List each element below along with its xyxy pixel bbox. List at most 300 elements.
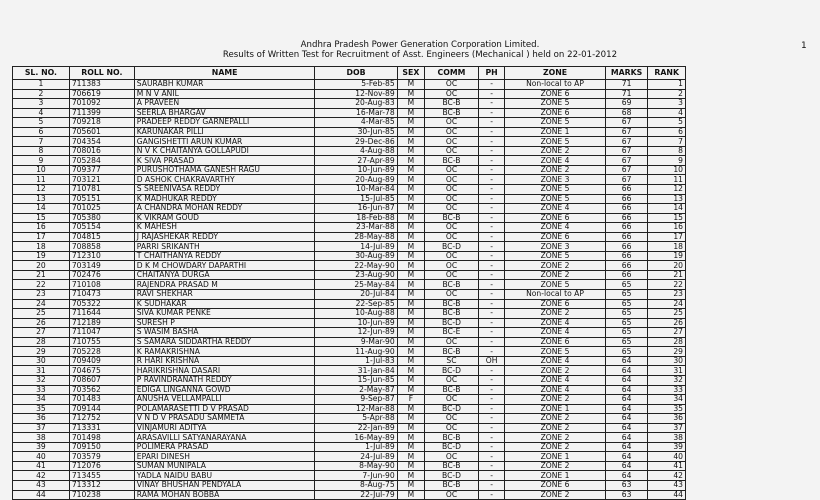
cell-roll-no: 705154 xyxy=(69,223,134,233)
table-row xyxy=(13,318,686,328)
cell-zone: ZONE 3 xyxy=(505,175,605,185)
cell-comm: BC-D xyxy=(425,442,479,452)
table-row xyxy=(13,480,686,490)
table-row xyxy=(13,414,686,424)
cell-sl-no: 17 xyxy=(13,232,70,242)
cell-sl-no: 22 xyxy=(13,280,70,290)
cell-sl-no: 29 xyxy=(13,347,70,357)
cell-ph: - xyxy=(478,137,504,147)
cell-name: T CHAITHANYA REDDY xyxy=(134,251,315,261)
cell-dob: 4-Mar-85 xyxy=(315,118,397,128)
cell-rank: 23 xyxy=(648,290,686,300)
cell-marks: 69 xyxy=(605,99,648,109)
cell-comm: BC-D xyxy=(425,242,479,252)
cell-marks: 65 xyxy=(605,318,648,328)
cell-sex: M xyxy=(397,232,424,242)
cell-sex: M xyxy=(397,404,424,414)
cell-sex: M xyxy=(397,146,424,156)
cell-zone: ZONE 5 xyxy=(505,347,605,357)
cell-ph: - xyxy=(478,156,504,166)
cell-marks: 64 xyxy=(605,461,648,471)
table-row xyxy=(13,261,686,271)
cell-zone: ZONE 6 xyxy=(505,232,605,242)
cell-sl-no: 28 xyxy=(13,337,70,347)
cell-zone: ZONE 6 xyxy=(505,337,605,347)
cell-name: GANGISHETTI ARUN KUMAR xyxy=(134,137,315,147)
cell-name: S SREENIVASA REDDY xyxy=(134,185,315,195)
cell-ph: - xyxy=(478,404,504,414)
cell-dob: 10-Jun-89 xyxy=(315,318,397,328)
cell-ph: - xyxy=(478,165,504,175)
cell-sex: M xyxy=(397,185,424,195)
cell-zone: ZONE 4 xyxy=(505,156,605,166)
cell-rank: 4 xyxy=(648,108,686,118)
cell-rank: 37 xyxy=(648,423,686,433)
cell-sex: M xyxy=(397,414,424,424)
cell-zone: Non-local to AP xyxy=(505,290,605,300)
cell-comm: OC xyxy=(425,490,479,500)
cell-name: SUMAN MUNIPALA xyxy=(134,461,315,471)
cell-sl-no: 23 xyxy=(13,290,70,300)
cell-ph: - xyxy=(478,452,504,462)
cell-roll-no: 705284 xyxy=(69,156,134,166)
cell-dob: 10-Aug-88 xyxy=(315,309,397,319)
cell-roll-no: 709150 xyxy=(69,442,134,452)
cell-roll-no: 712310 xyxy=(69,251,134,261)
cell-dob: 20-Aug-83 xyxy=(315,99,397,109)
cell-rank: 29 xyxy=(648,347,686,357)
cell-roll-no: 709218 xyxy=(69,118,134,128)
cell-comm: OC xyxy=(425,175,479,185)
cell-roll-no: 710238 xyxy=(69,490,134,500)
cell-name: VINJAMURI ADITYA xyxy=(134,423,315,433)
cell-dob: 16-Mar-78 xyxy=(315,108,397,118)
table-row xyxy=(13,108,686,118)
cell-zone: ZONE 4 xyxy=(505,375,605,385)
cell-sl-no: 36 xyxy=(13,414,70,424)
cell-sex: M xyxy=(397,89,424,99)
cell-ph: - xyxy=(478,146,504,156)
cell-ph: - xyxy=(478,395,504,405)
cell-zone: ZONE 6 xyxy=(505,213,605,223)
cell-comm: BC-B xyxy=(425,347,479,357)
cell-marks: 64 xyxy=(605,433,648,443)
table-row xyxy=(13,423,686,433)
cell-sex: M xyxy=(397,175,424,185)
cell-zone: ZONE 3 xyxy=(505,242,605,252)
table-row xyxy=(13,127,686,137)
cell-sl-no: 8 xyxy=(13,146,70,156)
cell-comm: SC xyxy=(425,356,479,366)
cell-marks: 64 xyxy=(605,395,648,405)
cell-sl-no: 42 xyxy=(13,471,70,481)
cell-roll-no: 704815 xyxy=(69,232,134,242)
cell-name: KARUNAKAR PILLI xyxy=(134,127,315,137)
cell-zone: ZONE 6 xyxy=(505,108,605,118)
cell-sex: M xyxy=(397,309,424,319)
cell-ph: - xyxy=(478,175,504,185)
cell-marks: 65 xyxy=(605,280,648,290)
cell-name: SAURABH KUMAR xyxy=(134,80,315,90)
cell-sex: M xyxy=(397,80,424,90)
cell-sl-no: 41 xyxy=(13,461,70,471)
cell-roll-no: 703149 xyxy=(69,261,134,271)
table-row xyxy=(13,213,686,223)
cell-roll-no: 710473 xyxy=(69,290,134,300)
cell-zone: ZONE 5 xyxy=(505,99,605,109)
cell-sl-no: 11 xyxy=(13,175,70,185)
table-row xyxy=(13,442,686,452)
cell-name: EDIGA LINGANNA GOWD xyxy=(134,385,315,395)
cell-dob: 8-May-90 xyxy=(315,461,397,471)
cell-marks: 63 xyxy=(605,490,648,500)
cell-rank: 2 xyxy=(648,89,686,99)
cell-dob: 30-Jun-85 xyxy=(315,127,397,137)
cell-sex: M xyxy=(397,347,424,357)
cell-roll-no: 709144 xyxy=(69,404,134,414)
cell-zone: ZONE 2 xyxy=(505,490,605,500)
cell-roll-no: 705151 xyxy=(69,194,134,204)
cell-rank: 5 xyxy=(648,118,686,128)
cell-ph: - xyxy=(478,309,504,319)
cell-ph: - xyxy=(478,337,504,347)
cell-marks: 66 xyxy=(605,213,648,223)
cell-name: VINAY BHUSHAN PENDYALA xyxy=(134,480,315,490)
cell-zone: ZONE 4 xyxy=(505,223,605,233)
cell-name: PARRI SRIKANTH xyxy=(134,242,315,252)
cell-name: K SIVA PRASAD xyxy=(134,156,315,166)
cell-ph: - xyxy=(478,270,504,280)
cell-sl-no: 44 xyxy=(13,490,70,500)
cell-roll-no: 711644 xyxy=(69,309,134,319)
table-row xyxy=(13,328,686,338)
cell-zone: ZONE 1 xyxy=(505,404,605,414)
cell-marks: 67 xyxy=(605,175,648,185)
cell-ph: - xyxy=(478,89,504,99)
table-row xyxy=(13,99,686,109)
table-row xyxy=(13,156,686,166)
cell-marks: 64 xyxy=(605,471,648,481)
cell-comm: OC xyxy=(425,414,479,424)
column-header-zone: ZONE xyxy=(505,67,605,80)
cell-roll-no: 708016 xyxy=(69,146,134,156)
cell-name: A CHANDRA MOHAN REDDY xyxy=(134,204,315,214)
cell-sex: M xyxy=(397,213,424,223)
cell-ph: OH xyxy=(478,356,504,366)
cell-sex: M xyxy=(397,366,424,376)
cell-marks: 64 xyxy=(605,423,648,433)
cell-marks: 67 xyxy=(605,127,648,137)
cell-roll-no: 704354 xyxy=(69,137,134,147)
cell-name: POLIMERA PRASAD xyxy=(134,442,315,452)
results-title: Results of Written Test for Recruitment of Asst. Engineers (Mechanical ) held on 22-01-2012 xyxy=(222,50,618,60)
cell-rank: 15 xyxy=(648,213,686,223)
cell-sl-no: 24 xyxy=(13,299,70,309)
column-header-dob: DOB xyxy=(315,67,397,80)
cell-comm: OC xyxy=(425,423,479,433)
cell-rank: 11 xyxy=(648,175,686,185)
cell-comm: BC-D xyxy=(425,318,479,328)
cell-comm: BC-B xyxy=(425,99,479,109)
cell-roll-no: 703579 xyxy=(69,452,134,462)
cell-ph: - xyxy=(478,204,504,214)
cell-roll-no: 704675 xyxy=(69,366,134,376)
cell-sl-no: 7 xyxy=(13,137,70,147)
cell-rank: 26 xyxy=(648,318,686,328)
cell-zone: ZONE 6 xyxy=(505,480,605,490)
cell-zone: ZONE 5 xyxy=(505,185,605,195)
cell-roll-no: 703121 xyxy=(69,175,134,185)
cell-zone: ZONE 2 xyxy=(505,261,605,271)
column-header-roll-no: ROLL NO. xyxy=(69,67,134,80)
cell-zone: ZONE 2 xyxy=(505,461,605,471)
cell-comm: OC xyxy=(425,127,479,137)
cell-zone: ZONE 4 xyxy=(505,318,605,328)
cell-ph: - xyxy=(478,299,504,309)
cell-sex: M xyxy=(397,156,424,166)
table-row xyxy=(13,452,686,462)
cell-marks: 64 xyxy=(605,452,648,462)
cell-roll-no: 702476 xyxy=(69,270,134,280)
cell-rank: 27 xyxy=(648,328,686,338)
table-row xyxy=(13,461,686,471)
cell-zone: ZONE 1 xyxy=(505,127,605,137)
cell-roll-no: 711047 xyxy=(69,328,134,338)
cell-sex: M xyxy=(397,194,424,204)
cell-zone: ZONE 4 xyxy=(505,328,605,338)
cell-name: R HARI KRISHNA xyxy=(134,356,315,366)
cell-marks: 67 xyxy=(605,165,648,175)
cell-marks: 68 xyxy=(605,108,648,118)
cell-name: J RAJASHEKAR REDDY xyxy=(134,232,315,242)
cell-ph: - xyxy=(478,242,504,252)
cell-dob: 9-Mar-90 xyxy=(315,337,397,347)
cell-sl-no: 21 xyxy=(13,270,70,280)
table-row xyxy=(13,89,686,99)
cell-comm: BC-B xyxy=(425,299,479,309)
cell-dob: 22-Jan-89 xyxy=(315,423,397,433)
cell-marks: 66 xyxy=(605,242,648,252)
cell-sex: M xyxy=(397,328,424,338)
cell-roll-no: 712189 xyxy=(69,318,134,328)
cell-ph: - xyxy=(478,318,504,328)
cell-rank: 42 xyxy=(648,471,686,481)
cell-marks: 67 xyxy=(605,137,648,147)
cell-rank: 33 xyxy=(648,385,686,395)
cell-zone: ZONE 2 xyxy=(505,309,605,319)
column-header-rank: RANK xyxy=(648,67,686,80)
cell-name: SIVA KUMAR PENKE xyxy=(134,309,315,319)
page-number: 1 xyxy=(801,41,807,51)
cell-dob: 30-Aug-89 xyxy=(315,251,397,261)
cell-sex: M xyxy=(397,99,424,109)
cell-rank: 8 xyxy=(648,146,686,156)
cell-marks: 66 xyxy=(605,251,648,261)
table-header-row xyxy=(13,67,686,80)
cell-zone: ZONE 6 xyxy=(505,299,605,309)
cell-rank: 40 xyxy=(648,452,686,462)
cell-rank: 31 xyxy=(648,366,686,376)
cell-rank: 6 xyxy=(648,127,686,137)
cell-name: D K M CHOWDARY DAPARTHI xyxy=(134,261,315,271)
cell-name: RAVI SHEKHAR xyxy=(134,290,315,300)
cell-sl-no: 27 xyxy=(13,328,70,338)
cell-sex: M xyxy=(397,299,424,309)
cell-comm: OC xyxy=(425,165,479,175)
cell-dob: 12-Nov-89 xyxy=(315,89,397,99)
cell-roll-no: 703562 xyxy=(69,385,134,395)
cell-zone: ZONE 5 xyxy=(505,137,605,147)
cell-roll-no: 710108 xyxy=(69,280,134,290)
cell-sex: M xyxy=(397,108,424,118)
cell-zone: ZONE 2 xyxy=(505,442,605,452)
cell-ph: - xyxy=(478,442,504,452)
cell-sl-no: 43 xyxy=(13,480,70,490)
cell-marks: 65 xyxy=(605,309,648,319)
cell-name: A PRAVEEN xyxy=(134,99,315,109)
cell-name: CHAITANYA DURGA xyxy=(134,270,315,280)
column-header-sex: SEX xyxy=(397,67,424,80)
cell-zone: ZONE 2 xyxy=(505,146,605,156)
cell-sl-no: 6 xyxy=(13,127,70,137)
cell-rank: 12 xyxy=(648,185,686,195)
cell-sl-no: 19 xyxy=(13,251,70,261)
cell-marks: 67 xyxy=(605,118,648,128)
cell-dob: 18-Feb-88 xyxy=(315,213,397,223)
cell-sex: M xyxy=(397,375,424,385)
cell-sex: M xyxy=(397,385,424,395)
cell-sex: M xyxy=(397,490,424,500)
cell-sl-no: 13 xyxy=(13,194,70,204)
table-row xyxy=(13,185,686,195)
cell-zone: ZONE 2 xyxy=(505,165,605,175)
cell-dob: 5-Feb-85 xyxy=(315,80,397,90)
cell-dob: 25-May-84 xyxy=(315,280,397,290)
cell-roll-no: 713312 xyxy=(69,480,134,490)
table-row xyxy=(13,395,686,405)
cell-roll-no: 701498 xyxy=(69,433,134,443)
cell-name: K RAMAKRISHNA xyxy=(134,347,315,357)
cell-sex: M xyxy=(397,480,424,490)
cell-rank: 43 xyxy=(648,480,686,490)
cell-rank: 39 xyxy=(648,442,686,452)
cell-roll-no: 713331 xyxy=(69,423,134,433)
cell-sl-no: 4 xyxy=(13,108,70,118)
cell-zone: ZONE 2 xyxy=(505,366,605,376)
cell-roll-no: 701092 xyxy=(69,99,134,109)
cell-ph: - xyxy=(478,328,504,338)
cell-sl-no: 10 xyxy=(13,165,70,175)
cell-marks: 65 xyxy=(605,337,648,347)
cell-dob: 14-Jul-89 xyxy=(315,242,397,252)
cell-sl-no: 5 xyxy=(13,118,70,128)
table-row xyxy=(13,280,686,290)
cell-rank: 30 xyxy=(648,356,686,366)
cell-dob: 12-Jun-89 xyxy=(315,328,397,338)
cell-name: SEERLA BHARGAV xyxy=(134,108,315,118)
cell-dob: 4-Aug-88 xyxy=(315,146,397,156)
cell-sl-no: 39 xyxy=(13,442,70,452)
cell-ph: - xyxy=(478,385,504,395)
cell-dob: 15-Jun-85 xyxy=(315,375,397,385)
cell-rank: 38 xyxy=(648,433,686,443)
cell-sl-no: 16 xyxy=(13,223,70,233)
cell-comm: BC-B xyxy=(425,480,479,490)
cell-name: D ASHOK CHAKRAVARTHY xyxy=(134,175,315,185)
document-header xyxy=(140,40,700,60)
cell-dob: 23-Mar-88 xyxy=(315,223,397,233)
cell-rank: 34 xyxy=(648,395,686,405)
cell-sex: M xyxy=(397,318,424,328)
table-row xyxy=(13,404,686,414)
cell-name: RAMA MOHAN BOBBA xyxy=(134,490,315,500)
cell-comm: BC-B xyxy=(425,433,479,443)
cell-comm: OC xyxy=(425,452,479,462)
cell-comm: OC xyxy=(425,395,479,405)
cell-dob: 16-Jun-87 xyxy=(315,204,397,214)
cell-marks: 67 xyxy=(605,146,648,156)
cell-zone: ZONE 5 xyxy=(505,118,605,128)
cell-name: N V K CHAITANYA GOLLAPUDI xyxy=(134,146,315,156)
cell-sl-no: 15 xyxy=(13,213,70,223)
table-row xyxy=(13,309,686,319)
cell-sl-no: 14 xyxy=(13,204,70,214)
cell-ph: - xyxy=(478,251,504,261)
cell-sex: M xyxy=(397,204,424,214)
cell-marks: 64 xyxy=(605,375,648,385)
table-row xyxy=(13,366,686,376)
cell-zone: ZONE 6 xyxy=(505,89,605,99)
cell-name: K MADHUKAR REDDY xyxy=(134,194,315,204)
cell-ph: - xyxy=(478,127,504,137)
cell-rank: 44 xyxy=(648,490,686,500)
cell-comm: BC-B xyxy=(425,280,479,290)
table-row xyxy=(13,242,686,252)
cell-marks: 64 xyxy=(605,442,648,452)
table-row xyxy=(13,223,686,233)
cell-zone: ZONE 2 xyxy=(505,433,605,443)
cell-marks: 64 xyxy=(605,414,648,424)
cell-comm: OC xyxy=(425,223,479,233)
table-row xyxy=(13,204,686,214)
cell-rank: 16 xyxy=(648,223,686,233)
cell-name: EPARI DINESH xyxy=(134,452,315,462)
cell-zone: ZONE 2 xyxy=(505,270,605,280)
cell-rank: 21 xyxy=(648,270,686,280)
cell-comm: OC xyxy=(425,194,479,204)
cell-dob: 20-Aug-89 xyxy=(315,175,397,185)
cell-marks: 71 xyxy=(605,80,648,90)
cell-comm: OC xyxy=(425,337,479,347)
cell-marks: 66 xyxy=(605,194,648,204)
cell-marks: 66 xyxy=(605,261,648,271)
cell-ph: - xyxy=(478,490,504,500)
cell-comm: OC xyxy=(425,375,479,385)
table-row xyxy=(13,347,686,357)
cell-comm: OC xyxy=(425,204,479,214)
cell-sex: M xyxy=(397,471,424,481)
cell-sex: M xyxy=(397,461,424,471)
cell-ph: - xyxy=(478,118,504,128)
cell-comm: OC xyxy=(425,232,479,242)
cell-zone: ZONE 1 xyxy=(505,471,605,481)
cell-sl-no: 12 xyxy=(13,185,70,195)
cell-sl-no: 25 xyxy=(13,309,70,319)
cell-roll-no: 711383 xyxy=(69,80,134,90)
cell-sl-no: 18 xyxy=(13,242,70,252)
cell-sl-no: 2 xyxy=(13,89,70,99)
cell-comm: OC xyxy=(425,270,479,280)
